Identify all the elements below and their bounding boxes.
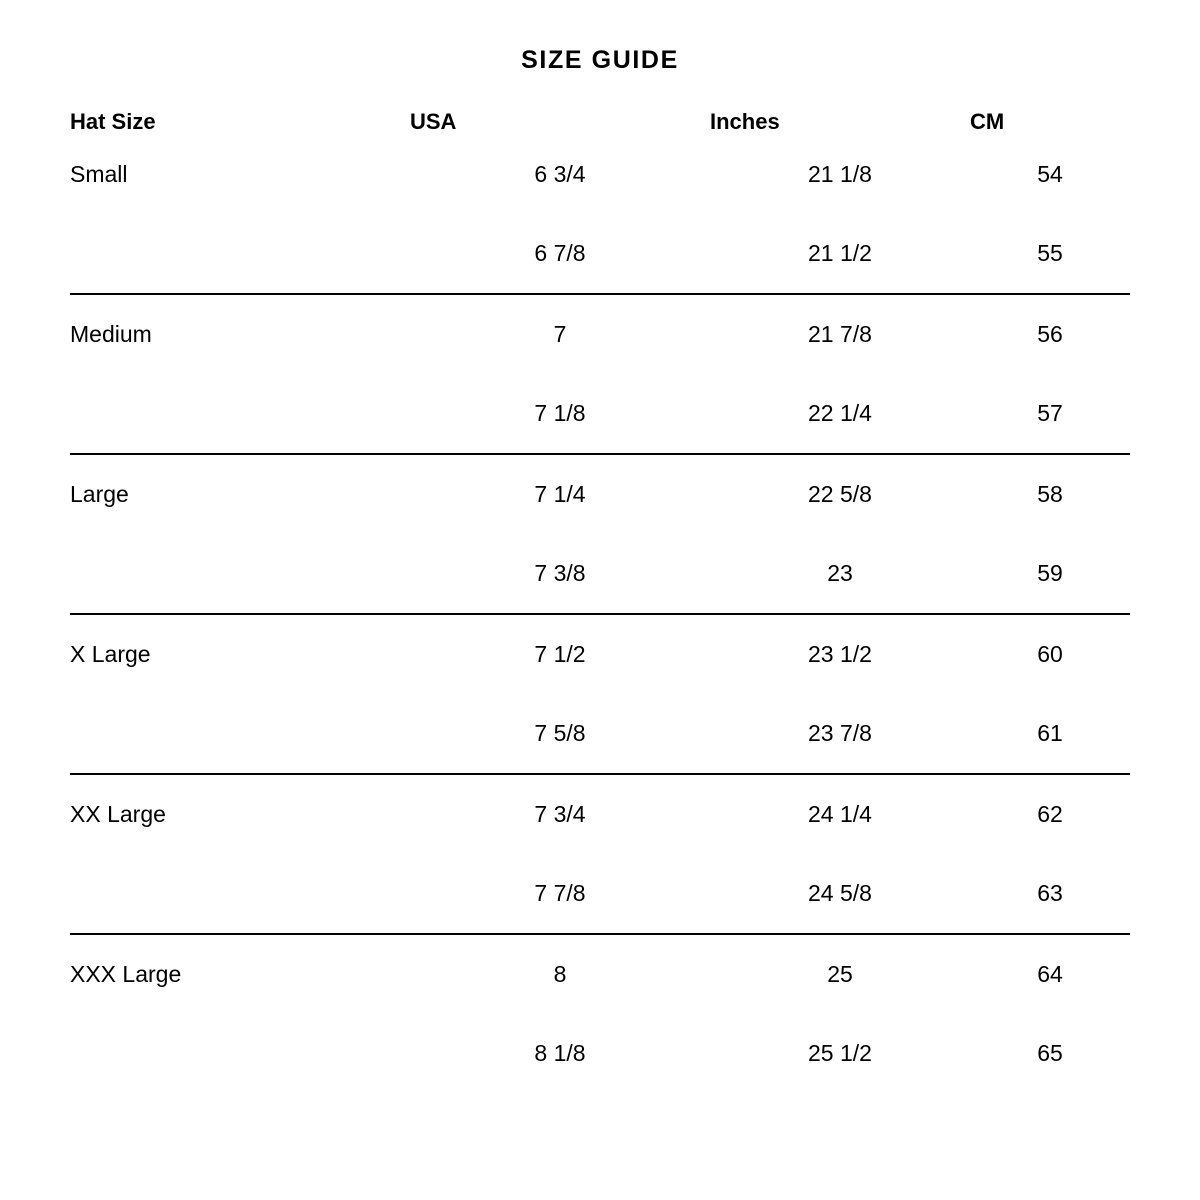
cell-hat-size (70, 854, 410, 934)
cell-usa: 7 1/2 (410, 614, 710, 694)
cell-inches: 23 1/2 (710, 614, 970, 694)
cell-cm: 58 (970, 454, 1130, 534)
size-guide-table (70, 109, 1130, 1093)
table-row (70, 614, 1130, 694)
cell-hat-size: XX Large (70, 774, 410, 854)
table-body (70, 135, 1130, 1093)
cell-hat-size (70, 374, 410, 454)
table-row (70, 454, 1130, 534)
cell-cm: 60 (970, 614, 1130, 694)
column-header-hat-size: Hat Size (70, 109, 156, 134)
cell-inches: 25 (710, 934, 970, 1014)
cell-usa: 8 1/8 (534, 1040, 586, 1066)
cell-inches: 21 7/8 (710, 294, 970, 374)
cell-inches: 23 7/8 (808, 720, 872, 746)
table-header-row (70, 109, 1130, 135)
cell-usa: 8 (410, 934, 710, 1014)
cell-cm: 54 (1037, 161, 1063, 187)
column-header-inches: Inches (710, 109, 780, 134)
column-header-cm: CM (970, 109, 1005, 134)
cell-usa: 7 (410, 294, 710, 374)
cell-usa: 7 3/4 (410, 774, 710, 854)
table-row (70, 135, 1130, 214)
cell-cm: 56 (970, 294, 1130, 374)
table-row (70, 374, 1130, 454)
cell-inches: 22 5/8 (710, 454, 970, 534)
page-title: SIZE GUIDE (521, 46, 679, 74)
table-row (70, 694, 1130, 774)
table-row (70, 214, 1130, 294)
column-header-usa: USA (410, 109, 457, 134)
table-row (70, 534, 1130, 614)
table-row (70, 934, 1130, 1014)
cell-hat-size (70, 534, 410, 614)
table-row (70, 294, 1130, 374)
cell-hat-size: XXX Large (70, 934, 410, 1014)
cell-hat-size: Small (70, 161, 128, 187)
cell-hat-size: X Large (70, 614, 410, 694)
cell-inches: 23 (827, 560, 853, 586)
cell-cm: 63 (1037, 880, 1063, 906)
table-row (70, 854, 1130, 934)
cell-usa: 6 3/4 (534, 161, 586, 187)
cell-usa: 7 1/8 (534, 400, 586, 426)
cell-usa: 6 7/8 (534, 240, 586, 266)
cell-hat-size: Large (70, 454, 410, 534)
cell-inches: 22 1/4 (808, 400, 872, 426)
table-header (70, 109, 1130, 135)
cell-hat-size (70, 1014, 410, 1093)
cell-cm: 57 (1037, 400, 1063, 426)
cell-hat-size (70, 694, 410, 774)
cell-inches: 25 1/2 (808, 1040, 872, 1066)
cell-cm: 59 (1037, 560, 1063, 586)
cell-cm: 65 (1037, 1040, 1063, 1066)
cell-inches: 21 1/8 (808, 161, 872, 187)
cell-cm: 61 (1037, 720, 1063, 746)
cell-hat-size: Medium (70, 294, 410, 374)
cell-inches: 24 1/4 (710, 774, 970, 854)
cell-cm: 55 (1037, 240, 1063, 266)
cell-usa: 7 5/8 (534, 720, 586, 746)
table-row (70, 1014, 1130, 1093)
cell-cm: 64 (970, 934, 1130, 1014)
table-row (70, 774, 1130, 854)
cell-inches: 24 5/8 (808, 880, 872, 906)
cell-hat-size (70, 214, 410, 294)
cell-usa: 7 1/4 (410, 454, 710, 534)
cell-cm: 62 (970, 774, 1130, 854)
cell-usa: 7 3/8 (534, 560, 586, 586)
cell-inches: 21 1/2 (808, 240, 872, 266)
cell-usa: 7 7/8 (534, 880, 586, 906)
